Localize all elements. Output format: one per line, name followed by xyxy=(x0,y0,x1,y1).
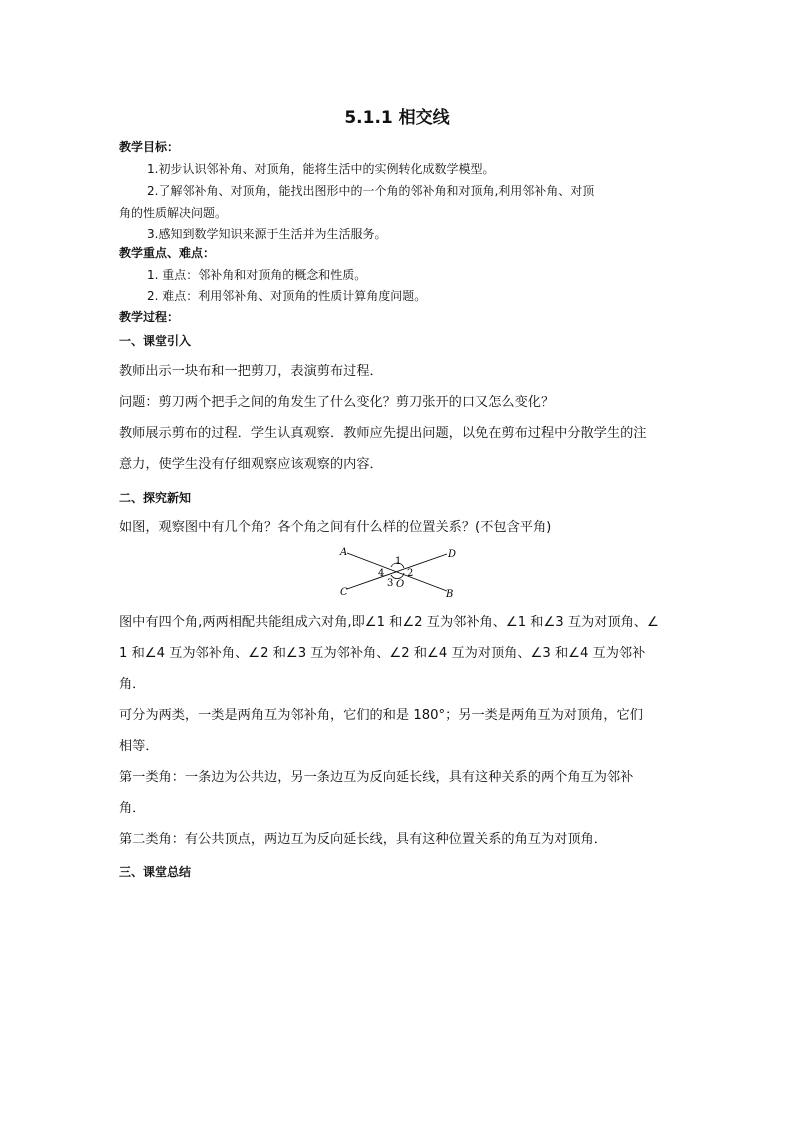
paragraph-line: 教师展示剪布的过程．学生认真观察．教师应先提出问题，以免在剪布过程中分散学生的注 xyxy=(119,426,647,441)
paragraph-line: 1 和∠4 互为邻补角、∠2 和∠3 互为邻补角、∠2 和∠4 互为对顶角、∠3 和∠4 互为邻补 xyxy=(119,646,646,661)
section-heading: 二、探究新知 xyxy=(119,491,192,505)
paragraph-line: 第二类角：有公共顶点，两边互为反向延长线，具有这种位置关系的角互为对顶角． xyxy=(119,832,607,847)
process-heading: 教学过程： xyxy=(119,310,180,324)
label-c: C xyxy=(340,587,348,598)
paragraph-line: 问题：剪刀两个把手之间的角发生了什么变化？剪刀张开的口又怎么变化？ xyxy=(119,395,555,410)
paragraph-line: 角． xyxy=(119,801,146,816)
section-heading: 一、课堂引入 xyxy=(119,334,192,348)
label-d: D xyxy=(448,549,457,560)
angle-label-2: 2 xyxy=(407,568,414,579)
intersecting-lines-figure xyxy=(334,545,464,600)
paragraph-line: 第一类角：一条边为公共边，另一条边互为反向延长线，具有这种关系的两个角互为邻补 xyxy=(119,770,634,785)
keypoints-heading: 教学重点、难点： xyxy=(119,246,216,260)
paragraph-line: 相等． xyxy=(119,739,159,754)
paragraph-line: 角． xyxy=(119,677,146,692)
objective-item: 3.感知到数学知识来源于生活并为生活服务。 xyxy=(147,227,387,241)
label-a: A xyxy=(340,547,348,558)
paragraph-line: 教师出示一块布和一把剪刀，表演剪布过程． xyxy=(119,364,383,379)
angle-label-1: 1 xyxy=(395,556,402,567)
paragraph-line: 意力，使学生没有仔细观察应该观察的内容． xyxy=(119,457,383,472)
angle-label-3: 3 xyxy=(387,578,394,589)
objective-item-continued: 角的性质解决问题。 xyxy=(119,206,228,220)
keypoint-item: 1. 重点：邻补角和对顶角的概念和性质。 xyxy=(147,268,367,282)
question-text: 如图，观察图中有几个角？各个角之间有什么样的位置关系？(不包含平角) xyxy=(119,520,552,535)
keypoint-item: 2. 难点：利用邻补角、对顶角的性质计算角度问题。 xyxy=(147,289,427,303)
label-b: B xyxy=(446,589,454,600)
objectives-heading: 教学目标： xyxy=(119,140,180,154)
objective-item: 2.了解邻补角、对顶角，能找出图形中的一个角的邻补角和对顶角,利用邻补角、对顶 xyxy=(147,184,595,198)
label-o: O xyxy=(396,579,405,590)
angle-label-4: 4 xyxy=(378,568,385,579)
paragraph-line: 图中有四个角,两两相配共能组成六对角,即∠1 和∠2 互为邻补角、∠1 和∠3 互为对顶角、∠ xyxy=(119,615,659,630)
page-title: 5.1.1 相交线 xyxy=(344,108,450,128)
paragraph-line: 可分为两类，一类是两角互为邻补角，它们的和是 180°；另一类是两角互为对顶角，它们 xyxy=(119,708,643,723)
objective-item: 1.初步认识邻补角、对顶角，能将生活中的实例转化成数学模型。 xyxy=(147,162,495,176)
section-heading: 三、课堂总结 xyxy=(119,865,192,879)
